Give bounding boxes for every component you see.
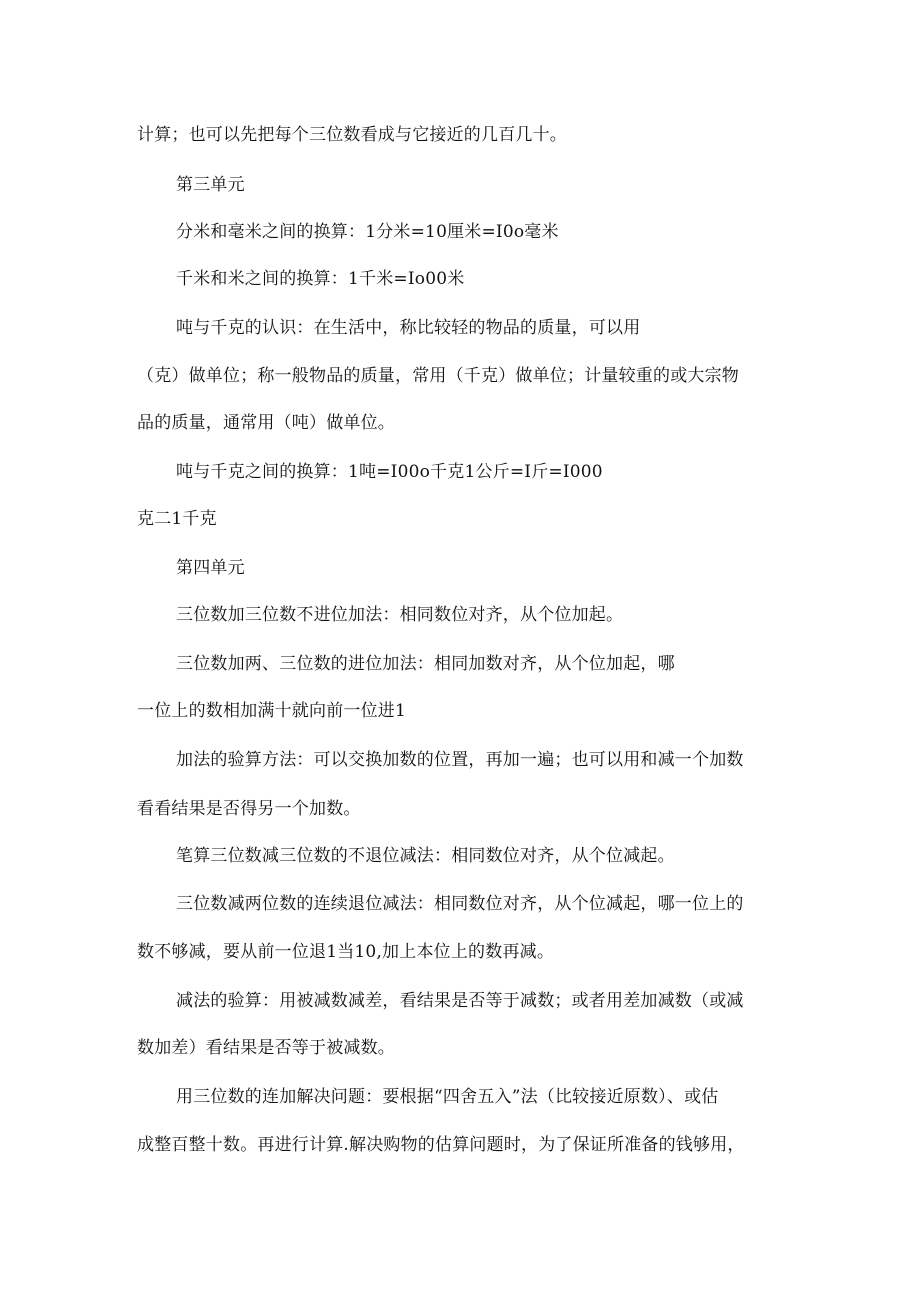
text-line: 吨与千克之间的换算：1吨=I00o千克1公斤=I斤=I000	[176, 462, 603, 482]
text-line: 三位数加三位数不进位加法：相同数位对齐，从个位加起。	[176, 605, 624, 625]
text-line: 一位上的数相加满十就向前一位进1	[137, 701, 407, 721]
text-line: 成整百整十数。再进行计算.解决购物的估算问题时，为了保证所准备的钱够用，	[137, 1135, 745, 1155]
text-line: 笔算三位数减三位数的不退位减法：相同数位对齐，从个位减起。	[176, 846, 675, 866]
text-line: 计算；也可以先把每个三位数看成与它接近的几百几十。	[137, 125, 567, 145]
text-line: 用三位数的连加解决问题：要根据“四舍五入”法（比较接近原数）、或估	[176, 1087, 719, 1107]
section-heading: 第四单元	[176, 558, 245, 578]
text-line: 三位数减两位数的连续退位减法：相同数位对齐，从个位减起，哪一位上的	[176, 894, 744, 914]
text-line: 千米和米之间的换算：1千米=Io00米	[176, 269, 465, 289]
section-heading: 第三单元	[176, 175, 245, 195]
text-line: 三位数加两、三位数的进位加法：相同加数对齐，从个位加起，哪	[176, 654, 675, 674]
text-line: 吨与千克的认识：在生活中，称比较轻的物品的质量，可以用	[176, 318, 641, 338]
text-line: 克二1千克	[137, 509, 217, 529]
text-line: 减法的验算：用被减数减差，看结果是否等于减数；或者用差加减数（或减	[176, 991, 744, 1011]
text-line: （克）做单位；称一般物品的质量，常用（千克）做单位；计量较重的或大宗物	[137, 366, 739, 386]
text-line: 数不够减，要从前一位退1当10,加上本位上的数再减。	[137, 942, 555, 962]
text-line: 加法的验算方法：可以交换加数的位置，再加一遍；也可以用和减一个加数	[176, 750, 744, 770]
text-line: 品的质量，通常用（吨）做单位。	[137, 413, 395, 433]
text-line: 看看结果是否得另一个加数。	[137, 799, 361, 819]
text-line: 数加差）看结果是否等于被减数。	[137, 1038, 395, 1058]
text-line: 分米和毫米之间的换算：1分米=10厘米=I0o毫米	[176, 222, 559, 242]
